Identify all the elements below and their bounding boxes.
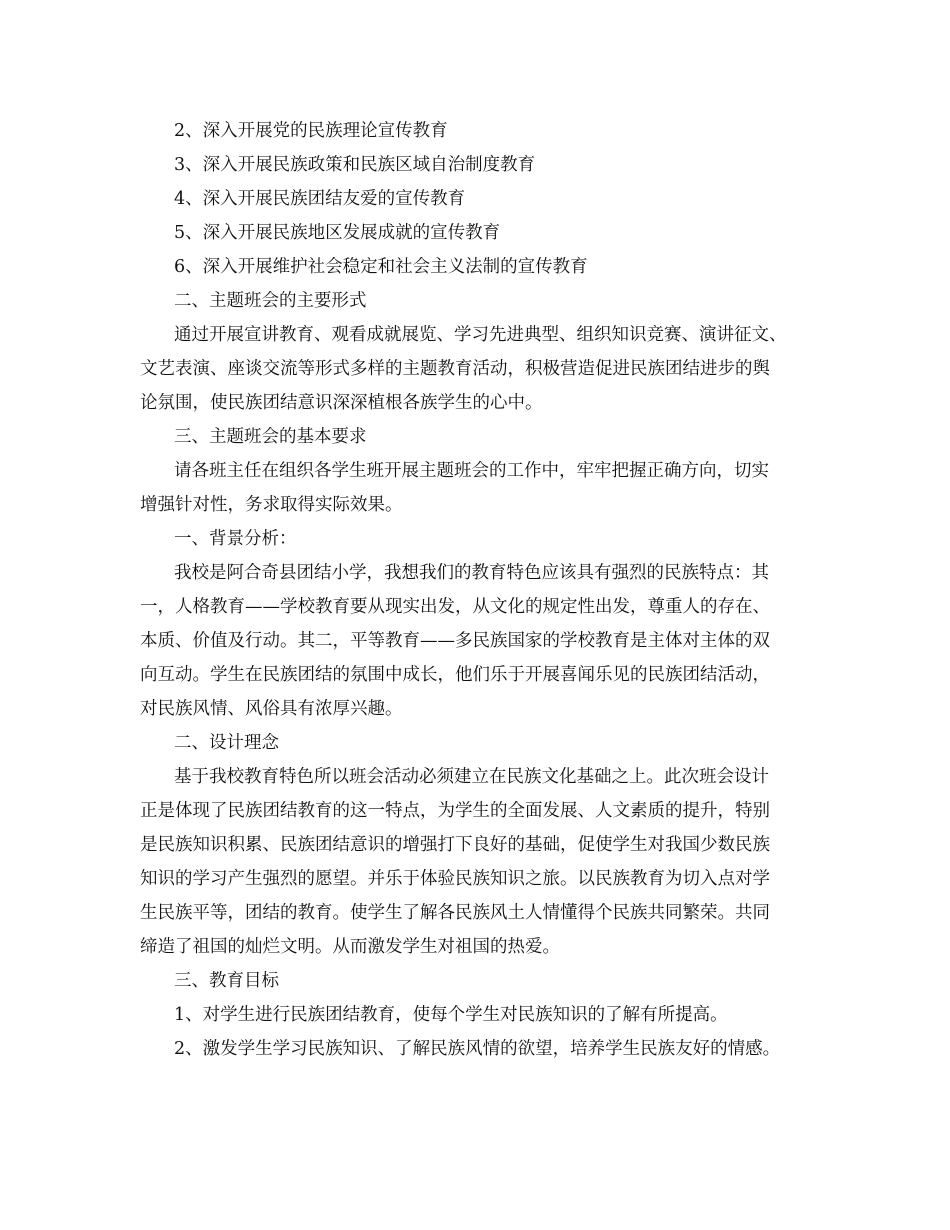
paragraph-line: 基于我校教育特色所以班会活动必须建立在民族文化基础之上。此次班会设计 [174, 767, 769, 787]
paragraph-line: 我校是阿合奇县团结小学，我想我们的教育特色应该具有强烈的民族特点：其 [174, 563, 769, 583]
section-heading-requirements: 三、主题班会的基本要求 [174, 427, 367, 447]
list-item-4: 4、深入开展民族团结友爱的宣传教育 [174, 189, 466, 209]
goal-item-1: 1、对学生进行民族团结教育，使每个学生对民族知识的了解有所提高。 [174, 1005, 728, 1025]
section-heading-background: 一、背景分析： [174, 529, 297, 549]
goal-item-2: 2、激发学生学习民族知识、了解民族风情的欲望，培养学生民族友好的情感。 [174, 1039, 781, 1059]
paragraph-line: 生民族平等，团结的教育。使学生了解各民族风土人情懂得个民族共同繁荣。共同 [140, 903, 770, 923]
paragraph-line: 知识的学习产生强烈的愿望。并乐于体验民族知识之旅。以民族教育为切入点对学 [140, 869, 770, 889]
list-item-6: 6、深入开展维护社会稳定和社会主义法制的宣传教育 [174, 257, 588, 277]
paragraph-line: 向互动。学生在民族团结的氛围中成长，他们乐于开展喜闻乐见的民族团结活动， [140, 665, 770, 685]
paragraph-line: 一，人格教育——学校教育要从现实出发，从文化的规定性出发，尊重人的存在、 [140, 597, 770, 617]
paragraph-line: 缔造了祖国的灿烂文明。从而激发学生对祖国的热爱。 [140, 937, 560, 957]
list-item-3: 3、深入开展民族政策和民族区域自治制度教育 [174, 155, 536, 175]
paragraph-line: 增强针对性，务求取得实际效果。 [140, 495, 403, 515]
section-heading-design-concept: 二、设计理念 [174, 733, 279, 753]
paragraph-line: 正是体现了民族团结教育的这一特点，为学生的全面发展、人文素质的提升，特别 [140, 801, 770, 821]
list-item-2: 2、深入开展党的民族理论宣传教育 [174, 121, 448, 141]
document-body [140, 114, 820, 1066]
paragraph-line: 是民族知识积累、民族团结意识的增强打下良好的基础，促使学生对我国少数民族 [140, 835, 770, 855]
list-item-5: 5、深入开展民族地区发展成就的宣传教育 [174, 223, 501, 243]
paragraph-line: 论氛围，使民族团结意识深深植根各族学生的心中。 [140, 393, 543, 413]
section-heading-forms: 二、主题班会的主要形式 [174, 291, 367, 311]
paragraph-line: 请各班主任在组织各学生班开展主题班会的工作中，牢牢把握正确方向，切实 [174, 461, 769, 481]
paragraph-line: 通过开展宣讲教育、观看成就展览、学习先进典型、组织知识竞赛、演讲征文、 [174, 325, 787, 345]
section-heading-goals: 三、教育目标 [174, 971, 279, 991]
paragraph-line: 文艺表演、座谈交流等形式多样的主题教育活动，积极营造促进民族团结进步的舆 [140, 359, 770, 379]
paragraph-line: 对民族风情、风俗具有浓厚兴趣。 [140, 699, 403, 719]
paragraph-line: 本质、价值及行动。其二，平等教育——多民族国家的学校教育是主体对主体的双 [140, 631, 770, 651]
